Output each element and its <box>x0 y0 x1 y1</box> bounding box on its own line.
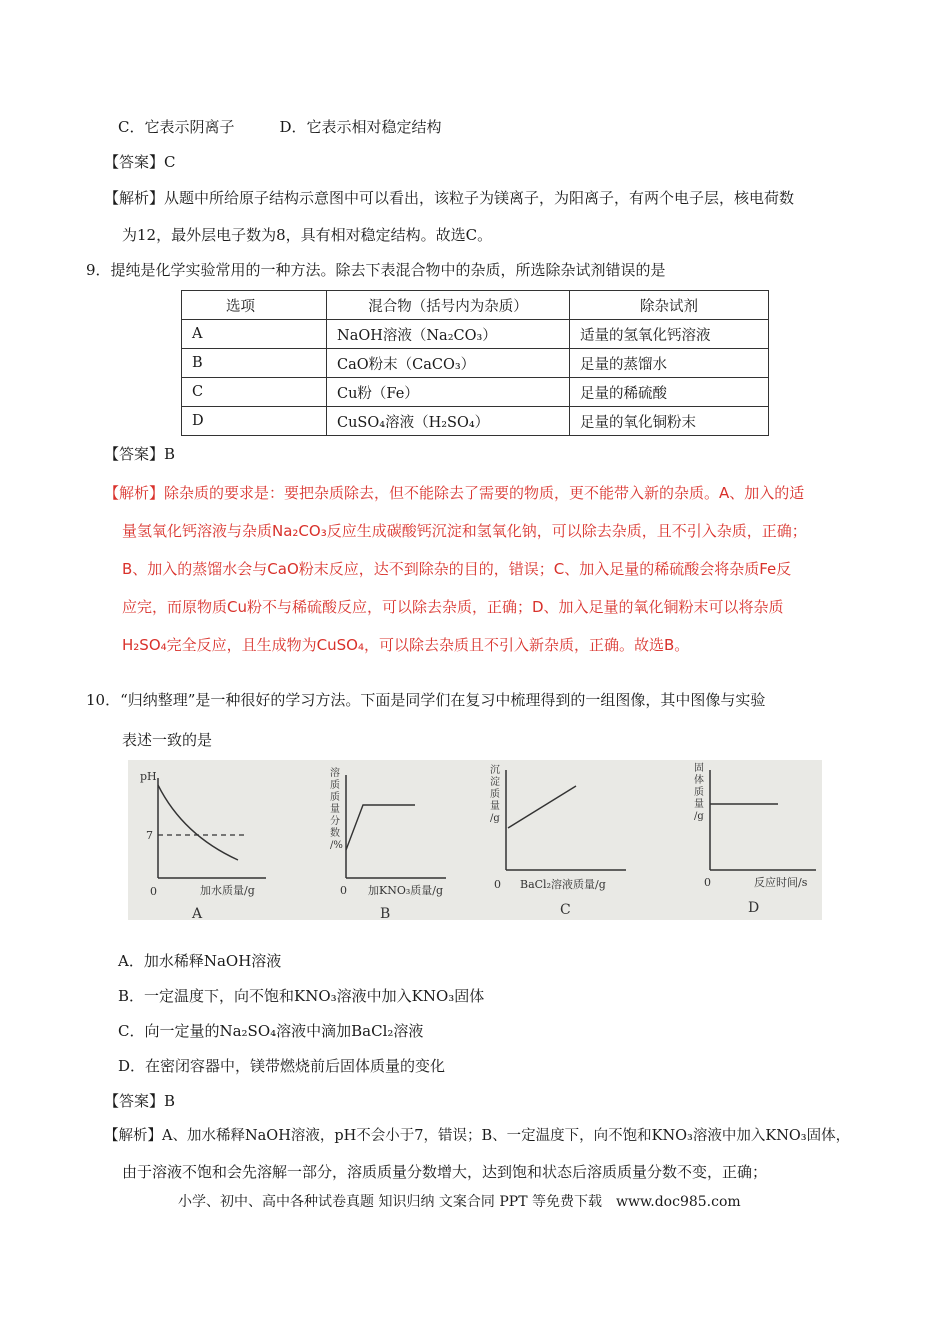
svg-text:淀: 淀 <box>490 777 500 788</box>
table-cell: 适量的氢氧化钙溶液 <box>570 320 769 349</box>
table-row <box>182 320 769 349</box>
graph-a <box>140 770 266 920</box>
graph-c-xlabel: BaCl₂溶液质量/g <box>520 878 606 891</box>
graph-a-letter: A <box>192 906 203 920</box>
graph-c-letter: C <box>560 902 571 918</box>
q9-stem: 9．提纯是化学实验常用的一种方法。除去下表混合物中的杂质，所选除杂试剂错误的是 <box>86 261 666 279</box>
q9-table <box>181 290 769 436</box>
table-row <box>182 378 769 407</box>
q10-option-c: C．向一定量的Na₂SO₄溶液中滴加BaCl₂溶液 <box>118 1022 424 1040</box>
q10-stem-line-1: 10．“归纳整理”是一种很好的学习方法。下面是同学们在复习中梳理得到的一组图像，其中图像与实验 <box>86 691 766 709</box>
svg-text:/%: /% <box>330 840 343 851</box>
svg-text:量: 量 <box>490 801 500 812</box>
graph-b-line <box>346 805 415 850</box>
svg-text:/g: /g <box>694 811 704 822</box>
graph-a-xlabel: 加水质量/g <box>200 884 255 897</box>
graph-b-letter: B <box>380 906 391 920</box>
graph-c <box>490 764 626 918</box>
table-row <box>182 407 769 436</box>
svg-text:质: 质 <box>330 792 340 803</box>
graph-d-origin: 0 <box>704 876 711 889</box>
q8-options-cd: C．它表示阴离子 D．它表示相对稳定结构 <box>118 118 442 136</box>
q10-option-a: A．加水稀释NaOH溶液 <box>118 952 282 970</box>
svg-text:溶: 溶 <box>330 768 340 779</box>
table-cell: B <box>182 349 327 378</box>
table-header-cell: 选项 <box>182 291 327 320</box>
graph-a-ylabel: pH <box>140 770 157 783</box>
table-header-cell: 除杂试剂 <box>570 291 769 320</box>
graph-c-ylabel <box>490 764 500 824</box>
table-cell: CaO粉末（CaCO₃） <box>327 349 570 378</box>
table-cell: D <box>182 407 327 436</box>
graph-a-curve <box>158 785 238 860</box>
table-header-row <box>182 291 769 320</box>
q9-analysis-line-5: H₂SO₄完全反应，且生成物为CuSO₄，可以除去杂质且不引入新杂质，正确。故选B。 <box>122 636 690 654</box>
page-footer: 小学、初中、高中各种试卷真题 知识归纳 文案合同 PPT 等免费下载 www.doc985.com <box>178 1194 741 1210</box>
graph-d-letter: D <box>748 900 760 916</box>
table-cell: NaOH溶液（Na₂CO₃） <box>327 320 570 349</box>
q10-option-b: B．一定温度下，向不饱和KNO₃溶液中加入KNO₃固体 <box>118 987 485 1005</box>
q10-analysis-line-1: 【解析】A、加水稀释NaOH溶液，pH不会小于7，错误；B、一定温度下，向不饱和KNO₃溶液中加入KNO₃固体， <box>104 1128 851 1144</box>
graph-d-ylabel <box>694 762 704 822</box>
svg-text:质: 质 <box>330 780 340 791</box>
graph-b-ylabel <box>330 766 343 851</box>
svg-text:质: 质 <box>694 787 704 798</box>
table-cell: 足量的蒸馏水 <box>570 349 769 378</box>
graph-a-origin: 0 <box>150 885 157 898</box>
table-row <box>182 349 769 378</box>
graph-d-xlabel: 反应时间/s <box>754 876 808 889</box>
graph-c-line <box>508 786 576 828</box>
graph-a-seven: 7 <box>146 829 153 842</box>
svg-text:沉: 沉 <box>490 765 500 776</box>
q8-analysis-line-1: 【解析】从题中所给原子结构示意图中可以看出，该粒子为镁离子，为阳离子，有两个电子层，核电荷数 <box>104 189 795 207</box>
q9-analysis-line-2: 量氢氧化钙溶液与杂质Na₂CO₃反应生成碳酸钙沉淀和氢氧化钠，可以除去杂质，且不引入杂质，正确； <box>122 522 807 540</box>
table-cell: CuSO₄溶液（H₂SO₄） <box>327 407 570 436</box>
svg-text:固: 固 <box>694 763 704 774</box>
table-cell: 足量的稀硫酸 <box>570 378 769 407</box>
graph-b-xlabel: 加KNO₃质量/g <box>368 884 444 897</box>
graph-c-origin: 0 <box>494 878 501 891</box>
graphs-figure <box>128 760 822 920</box>
graph-panel <box>128 760 822 920</box>
table-cell: 足量的氧化铜粉末 <box>570 407 769 436</box>
q10-analysis-line-2: 由于溶液不饱和会先溶解一部分，溶质质量分数增大，达到饱和状态后溶质质量分数不变，正确； <box>122 1163 768 1181</box>
graph-b <box>330 766 446 920</box>
svg-text:质: 质 <box>490 789 500 800</box>
table-cell: Cu粉（Fe） <box>327 378 570 407</box>
svg-text:分: 分 <box>330 816 340 827</box>
q9-analysis-line-3: B、加入的蒸馏水会与CaO粉末反应，达不到除杂的目的，错误；C、加入足量的稀硫酸会将杂质Fe反 <box>122 560 792 578</box>
q9-analysis-line-1: 【解析】除杂质的要求是：要把杂质除去，但不能除去了需要的物质，更不能带入新的杂质。A、加入的适 <box>104 484 805 502</box>
graph-b-origin: 0 <box>340 884 347 897</box>
q10-stem-line-2: 表述一致的是 <box>122 731 213 749</box>
table-cell: A <box>182 320 327 349</box>
table-cell: C <box>182 378 327 407</box>
graph-d <box>694 762 816 916</box>
q8-answer: 【答案】C <box>104 153 176 171</box>
q8-analysis-line-2: 为12，最外层电子数为8，具有相对稳定结构。故选C。 <box>122 226 493 244</box>
q10-answer: 【答案】B <box>104 1092 176 1110</box>
q10-option-d: D．在密闭容器中，镁带燃烧前后固体质量的变化 <box>118 1057 446 1075</box>
q9-analysis-line-4: 应完，而原物质Cu粉不与稀硫酸反应，可以除去杂质，正确；D、加入足量的氧化铜粉末可以将杂质 <box>122 598 784 616</box>
svg-text:/g: /g <box>490 813 500 824</box>
q9-answer: 【答案】B <box>104 445 176 463</box>
svg-text:量: 量 <box>694 799 704 810</box>
svg-text:体: 体 <box>694 775 704 786</box>
svg-text:数: 数 <box>330 828 340 839</box>
svg-text:量: 量 <box>330 804 340 815</box>
table-header-cell: 混合物（括号内为杂质） <box>327 291 570 320</box>
